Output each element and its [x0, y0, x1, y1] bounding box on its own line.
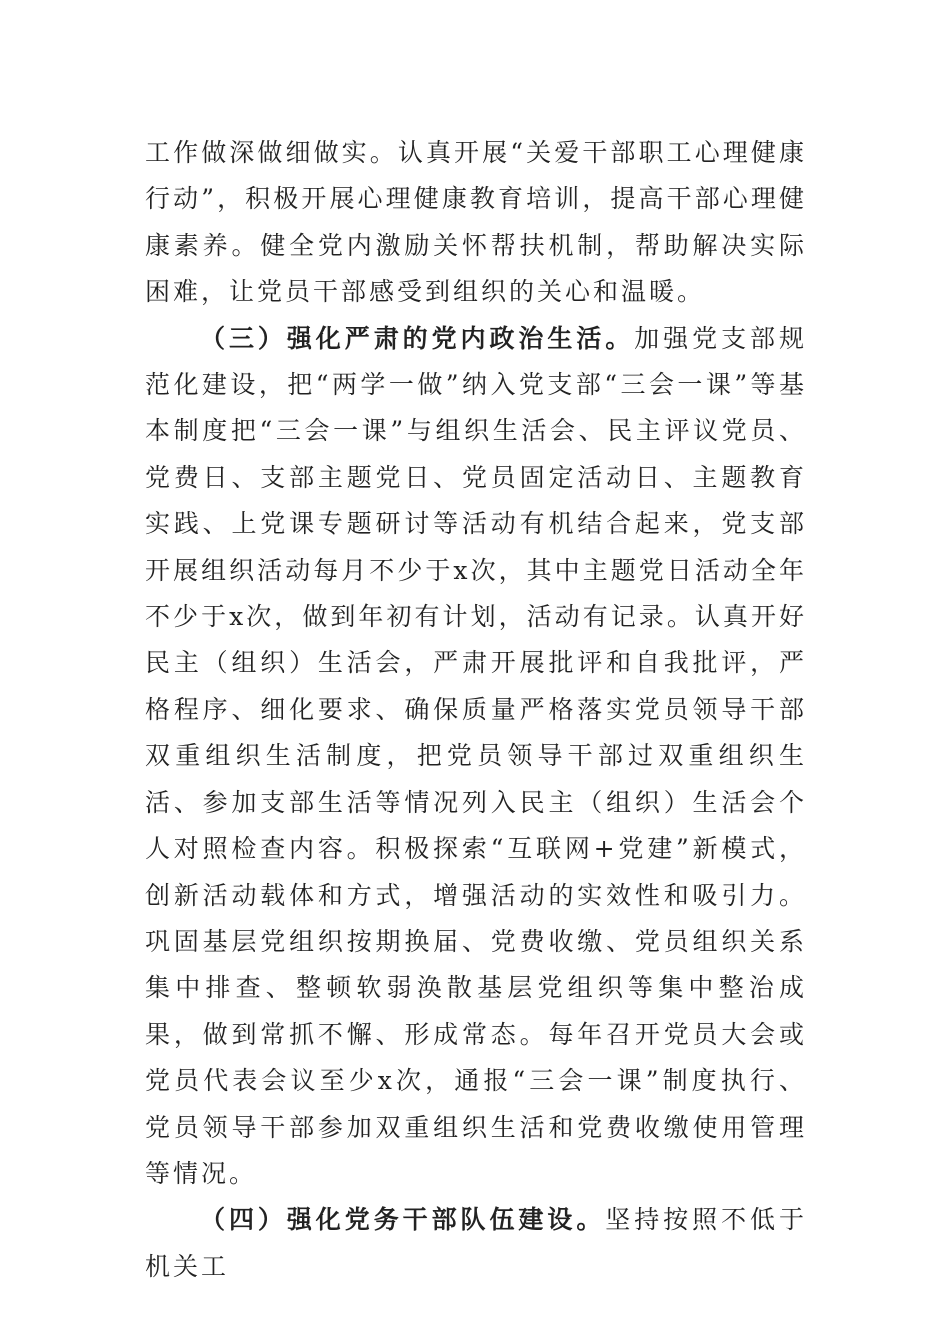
document-body	[145, 130, 807, 1290]
paragraph-text: 坚持按照不低于机关工	[145, 1205, 807, 1281]
paragraph-section-3	[145, 316, 807, 1198]
section-heading: （四）强化党务干部队伍建设。	[200, 1205, 606, 1235]
section-heading: （三）强化严肃的党内政治生活。	[200, 323, 635, 353]
paragraph-text: 工作做深做细做实。认真开展“关爱干部职工心理健康行动”，积极开展心理健康教育培训，提高干部心理健康素养。健全党内激励关怀帮扶机制，帮助解决实际困难，让党员干部感受到组织的关心和温暖。	[145, 138, 807, 307]
paragraph-continuation	[145, 130, 807, 316]
paragraph-section-4	[145, 1197, 807, 1290]
paragraph-text: 加强党支部规范化建设，把“两学一做”纳入党支部“三会一课”等基本制度把“三会一课”与组织生活会、民主评议党员、党费日、支部主题党日、党员固定活动日、主题教育实践、上党课专题研讨等活动有机结合起来，党支部开展组织活动每月不少于x次，其中主题党日活动全年不少于x次，做到年初有计划，活动有记录。认真开好民主（组织）生活会，严肃开展批评和自我批评，严格程序、细化要求、确保质量严格落实党员领导干部双重组织生活制度，把党员领导干部过双重组织生活、参加支部生活等情况列入民主（组织）生活会个人对照检查内容。积极探索“互联网+党建”新模式，创新活动载体和方式，增强活动的实效性和吸引力。巩固基层党组织按期换届、党费收缴、党员组织关系集中排查、整顿软弱涣散基层党组织等集中整治成果，做到常抓不懈、形成常态。每年召开党员大会或党员代表会议至少x次，通报“三会一课”制度执行、党员领导干部参加双重组织生活和党费收缴使用管理等情况。	[145, 323, 807, 1188]
